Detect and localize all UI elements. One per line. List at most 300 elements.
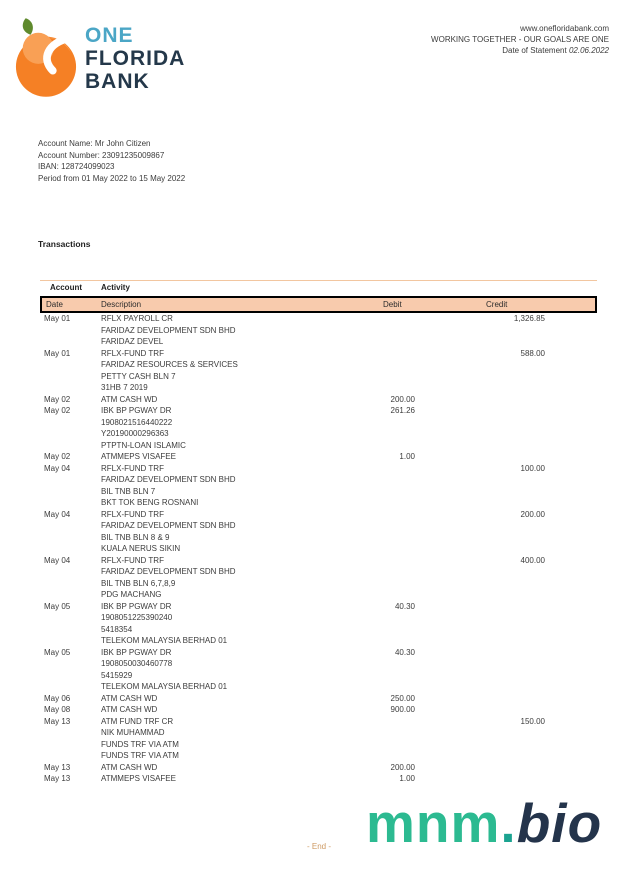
- transaction-date: [40, 624, 97, 636]
- transaction-row: [40, 566, 597, 578]
- transaction-debit: [380, 348, 419, 360]
- transaction-description: RFLX-FUND TRF: [101, 463, 164, 473]
- transaction-debit: [380, 589, 419, 601]
- transaction-description: 1908021516440222: [101, 417, 173, 427]
- transaction-date: [40, 486, 97, 498]
- transaction-description: 1908050030460778: [101, 659, 173, 668]
- bank-name-one: ONE: [85, 24, 134, 47]
- transaction-debit: [380, 739, 419, 751]
- statement-date-label: Date of Statement: [502, 46, 567, 55]
- transaction-description: BIL TNB BLN 6,7,8,9: [101, 578, 176, 588]
- transaction-row: [40, 612, 597, 624]
- transaction-description: ATMMEPS VISAFEE: [101, 774, 176, 783]
- bank-name-bank: BANK: [85, 70, 150, 93]
- column-filler: [549, 417, 597, 429]
- transaction-debit: [380, 555, 419, 567]
- column-gap: [419, 497, 486, 509]
- transaction-credit: 150.00: [520, 716, 545, 726]
- transaction-credit: [486, 635, 549, 647]
- transaction-debit: 261.26: [390, 406, 415, 415]
- transaction-description: FARIDAZ DEVELOPMENT SDN BHD: [101, 325, 236, 335]
- transaction-date: May 06: [44, 693, 71, 703]
- transaction-date: [40, 589, 97, 601]
- column-gap: [419, 325, 486, 337]
- transaction-debit: [380, 509, 419, 521]
- statement-header-right: [431, 23, 609, 56]
- account-info-block: [38, 138, 185, 184]
- transaction-credit: [486, 658, 549, 670]
- transaction-row: [40, 647, 597, 659]
- account-name-line: Account Name: Mr John Citizen: [38, 139, 151, 148]
- transaction-date: [40, 520, 97, 532]
- transaction-row: [40, 578, 597, 590]
- column-gap: [419, 739, 486, 751]
- group-header-account: Account: [50, 283, 82, 292]
- transaction-credit: 200.00: [520, 509, 545, 519]
- column-filler: [549, 681, 597, 693]
- transaction-debit: [380, 566, 419, 578]
- transaction-description: NIK MUHAMMAD: [101, 728, 165, 737]
- transaction-credit: [486, 520, 549, 532]
- transaction-description: RFLX-FUND TRF: [101, 555, 164, 565]
- transaction-credit: 588.00: [520, 348, 545, 358]
- column-header-debit: Debit: [383, 300, 402, 309]
- transaction-row: [40, 601, 597, 613]
- transaction-credit: 400.00: [520, 555, 545, 565]
- transaction-debit: [380, 428, 419, 440]
- transaction-date: May 13: [44, 774, 71, 783]
- column-gap: [419, 359, 486, 371]
- transaction-debit: [380, 727, 419, 739]
- bank-name-florida: FLORIDA: [85, 47, 186, 70]
- column-gap: [419, 336, 486, 348]
- watermark-mnm: mnm: [366, 792, 501, 854]
- column-header-date: Date: [46, 300, 63, 309]
- column-gap: [419, 612, 486, 624]
- column-gap: [419, 520, 486, 532]
- transaction-debit: 250.00: [390, 693, 415, 703]
- transaction-date: [40, 382, 97, 394]
- transaction-date: [40, 497, 97, 509]
- column-gap: [419, 635, 486, 647]
- transactions-body: [40, 313, 597, 785]
- transaction-debit: 40.30: [394, 647, 415, 657]
- statement-date-value: 02.06.2022: [568, 46, 609, 55]
- transaction-credit: [486, 578, 549, 590]
- column-filler: [549, 497, 597, 509]
- transaction-row: [40, 739, 597, 751]
- transaction-description: ATM CASH WD: [101, 705, 158, 714]
- transaction-credit: [486, 773, 549, 785]
- transaction-row: [40, 359, 597, 371]
- transaction-description: FUNDS TRF VIA ATM: [101, 739, 179, 749]
- column-gap: [419, 555, 486, 567]
- column-filler: [549, 486, 597, 498]
- transaction-date: [40, 658, 97, 670]
- transaction-credit: [486, 704, 549, 716]
- transaction-credit: [486, 762, 549, 774]
- transaction-credit: [486, 750, 549, 762]
- transaction-debit: 1.00: [399, 452, 415, 461]
- transaction-date: May 04: [44, 555, 71, 565]
- column-filler: [549, 716, 597, 728]
- column-filler: [549, 658, 597, 670]
- column-gap: [419, 313, 486, 325]
- transaction-credit: [486, 474, 549, 486]
- transaction-description: RFLX-FUND TRF: [101, 348, 164, 358]
- column-filler: [549, 543, 597, 555]
- transaction-date: [40, 474, 97, 486]
- column-filler: [549, 348, 597, 360]
- transaction-description: IBK BP PGWAY DR: [101, 406, 172, 415]
- bank-website-url: www.onefloridabank.com: [520, 24, 609, 33]
- group-header-activity: Activity: [101, 283, 130, 292]
- column-filler: [549, 612, 597, 624]
- column-gap: [419, 417, 486, 429]
- column-header-credit: Credit: [486, 300, 508, 309]
- transaction-credit: [486, 624, 549, 636]
- transaction-row: [40, 325, 597, 337]
- transaction-description: FARIDAZ RESOURCES & SERVICES: [101, 360, 238, 369]
- transaction-date: May 02: [44, 394, 71, 404]
- column-gap: [419, 463, 486, 475]
- transaction-row: [40, 635, 597, 647]
- orange-fruit-logo-icon: [14, 16, 78, 100]
- transaction-debit: [380, 371, 419, 383]
- column-filler: [549, 647, 597, 659]
- transaction-debit: [380, 463, 419, 475]
- transaction-row: [40, 336, 597, 348]
- transaction-debit: [380, 359, 419, 371]
- column-gap: [419, 681, 486, 693]
- transaction-date: May 13: [44, 762, 71, 772]
- transaction-date: May 01: [44, 348, 71, 358]
- column-filler: [549, 762, 597, 774]
- transaction-date: May 02: [44, 452, 71, 461]
- column-gap: [419, 773, 486, 785]
- transaction-credit: [486, 532, 549, 544]
- transaction-credit: [486, 681, 549, 693]
- iban-line: IBAN: 128724099023: [38, 162, 115, 171]
- transaction-row: [40, 543, 597, 555]
- transaction-credit: [486, 486, 549, 498]
- transaction-credit: [486, 382, 549, 394]
- transaction-date: May 05: [44, 601, 71, 611]
- column-gap: [419, 658, 486, 670]
- transaction-description: 5415929: [101, 670, 133, 680]
- column-gap: [419, 566, 486, 578]
- transaction-date: [40, 336, 97, 348]
- transaction-date: [40, 670, 97, 682]
- transaction-credit: [486, 371, 549, 383]
- column-gap: [419, 727, 486, 739]
- transaction-row: [40, 670, 597, 682]
- transaction-description: ATMMEPS VISAFEE: [101, 452, 176, 461]
- transaction-credit: [486, 440, 549, 452]
- transaction-credit: [486, 336, 549, 348]
- transaction-debit: [380, 681, 419, 693]
- transaction-description: RFLX PAYROLL CR: [101, 314, 173, 323]
- transaction-credit: [486, 612, 549, 624]
- transaction-description: ATM FUND TRF CR: [101, 716, 174, 726]
- column-filler: [549, 773, 597, 785]
- transaction-date: May 02: [44, 406, 71, 415]
- transaction-row: [40, 348, 597, 360]
- transaction-credit: [486, 394, 549, 406]
- transaction-credit: [486, 693, 549, 705]
- transaction-description: PDG MACHANG: [101, 590, 162, 599]
- column-filler: [549, 750, 597, 762]
- transaction-debit: 200.00: [390, 762, 415, 772]
- transaction-description: BIL TNB BLN 8 & 9: [101, 532, 170, 542]
- transaction-row: [40, 532, 597, 544]
- transaction-row: [40, 382, 597, 394]
- column-filler: [549, 463, 597, 475]
- transaction-description: 5418354: [101, 624, 133, 634]
- transaction-debit: [380, 624, 419, 636]
- column-filler: [549, 520, 597, 532]
- transaction-date: [40, 440, 97, 452]
- transaction-description: RFLX-FUND TRF: [101, 509, 164, 519]
- transaction-description: IBK BP PGWAY DR: [101, 601, 172, 611]
- transaction-debit: [380, 635, 419, 647]
- transaction-debit: [380, 578, 419, 590]
- transaction-description: PETTY CASH BLN 7: [101, 371, 176, 381]
- column-gap: [419, 543, 486, 555]
- transaction-date: [40, 325, 97, 337]
- transaction-row: [40, 773, 597, 785]
- transaction-date: May 01: [44, 314, 71, 323]
- transaction-description: Y20190000296363: [101, 429, 169, 438]
- column-filler: [549, 371, 597, 383]
- column-filler: [549, 382, 597, 394]
- transaction-debit: 200.00: [390, 394, 415, 404]
- transaction-date: [40, 739, 97, 751]
- transaction-row: [40, 474, 597, 486]
- transaction-row: [40, 371, 597, 383]
- transaction-credit: [486, 451, 549, 463]
- transaction-debit: [380, 543, 419, 555]
- column-gap: [419, 670, 486, 682]
- transaction-debit: [380, 417, 419, 429]
- column-filler: [549, 440, 597, 452]
- column-gap: [419, 704, 486, 716]
- transaction-date: May 04: [44, 509, 71, 519]
- transaction-row: [40, 313, 597, 325]
- transaction-row: [40, 520, 597, 532]
- transaction-debit: 1.00: [399, 774, 415, 783]
- transaction-row: [40, 589, 597, 601]
- transaction-description: 31HB 7 2019: [101, 383, 148, 392]
- transaction-description: FUNDS TRF VIA ATM: [101, 751, 179, 760]
- transaction-row: [40, 405, 597, 417]
- transaction-debit: [380, 750, 419, 762]
- transaction-debit: [380, 486, 419, 498]
- transaction-description: TELEKOM MALAYSIA BERHAD 01: [101, 682, 228, 691]
- transaction-date: [40, 578, 97, 590]
- column-filler: [549, 451, 597, 463]
- column-gap: [419, 693, 486, 705]
- column-gap: [419, 486, 486, 498]
- bank-name: [85, 16, 185, 100]
- transaction-credit: [486, 589, 549, 601]
- transactions-title: Transactions: [38, 239, 91, 249]
- column-gap: [419, 647, 486, 659]
- transaction-description: BIL TNB BLN 7: [101, 486, 156, 496]
- column-gap: [419, 762, 486, 774]
- account-number-line: Account Number: 23091235009867: [38, 150, 165, 160]
- column-filler: [549, 394, 597, 406]
- column-filler: [549, 325, 597, 337]
- transaction-row: [40, 417, 597, 429]
- transaction-credit: 1,326.85: [513, 314, 545, 323]
- transaction-debit: [380, 520, 419, 532]
- transaction-row: [40, 750, 597, 762]
- transaction-debit: 40.30: [394, 601, 415, 611]
- column-filler: [549, 693, 597, 705]
- transaction-credit: [486, 359, 549, 371]
- transaction-row: [40, 497, 597, 509]
- transaction-debit: [380, 532, 419, 544]
- column-gap: [419, 474, 486, 486]
- transaction-date: May 04: [44, 463, 71, 473]
- column-filler: [549, 670, 597, 682]
- column-filler: [549, 532, 597, 544]
- transaction-credit: [486, 566, 549, 578]
- watermark-dot: .: [500, 792, 517, 854]
- column-filler: [549, 509, 597, 521]
- column-gap: [419, 532, 486, 544]
- watermark-bio: bio: [516, 792, 603, 854]
- column-filler: [549, 635, 597, 647]
- column-gap: [419, 405, 486, 417]
- column-gap: [419, 509, 486, 521]
- transaction-row: [40, 555, 597, 567]
- column-filler: [549, 704, 597, 716]
- column-filler: [549, 336, 597, 348]
- transaction-credit: [486, 601, 549, 613]
- transaction-debit: [380, 440, 419, 452]
- transaction-description: FARIDAZ DEVEL: [101, 337, 164, 346]
- transaction-row: [40, 394, 597, 406]
- column-gap: [419, 451, 486, 463]
- bank-logo: [14, 16, 185, 100]
- column-gap: [419, 348, 486, 360]
- column-filler: [549, 405, 597, 417]
- transaction-credit: [486, 647, 549, 659]
- column-header-description: Description: [101, 300, 142, 309]
- transaction-row: [40, 451, 597, 463]
- transaction-row: [40, 624, 597, 636]
- transaction-description: ATM CASH WD: [101, 762, 158, 772]
- transaction-date: [40, 566, 97, 578]
- transaction-debit: [380, 382, 419, 394]
- column-filler: [549, 727, 597, 739]
- transaction-date: May 08: [44, 705, 71, 714]
- table-group-header: [40, 280, 597, 296]
- statement-period-line: Period from 01 May 2022 to 15 May 2022: [38, 173, 186, 183]
- transaction-row: [40, 727, 597, 739]
- transaction-debit: [380, 612, 419, 624]
- column-gap: [419, 750, 486, 762]
- column-filler: [549, 624, 597, 636]
- transaction-debit: [380, 658, 419, 670]
- transaction-date: [40, 612, 97, 624]
- end-of-statement-marker: - End -: [307, 842, 332, 851]
- column-filler: [549, 578, 597, 590]
- transaction-credit: [486, 405, 549, 417]
- transaction-row: [40, 509, 597, 521]
- table-column-header-row: [40, 296, 597, 313]
- transaction-row: [40, 681, 597, 693]
- transaction-row: [40, 658, 597, 670]
- transaction-description: IBK BP PGWAY DR: [101, 647, 172, 657]
- transaction-description: 1908051225390240: [101, 613, 173, 622]
- transaction-row: [40, 463, 597, 475]
- column-filler: [549, 313, 597, 325]
- transaction-row: [40, 762, 597, 774]
- transaction-description: FARIDAZ DEVELOPMENT SDN BHD: [101, 475, 236, 484]
- transaction-description: PTPTN-LOAN ISLAMIC: [101, 440, 186, 450]
- column-gap: [419, 382, 486, 394]
- transaction-debit: [380, 325, 419, 337]
- column-gap: [419, 394, 486, 406]
- column-filler: [549, 601, 597, 613]
- transaction-date: [40, 532, 97, 544]
- bank-slogan: WORKING TOGETHER - OUR GOALS ARE ONE: [431, 35, 609, 44]
- transaction-row: [40, 440, 597, 452]
- transaction-row: [40, 704, 597, 716]
- column-filler: [549, 428, 597, 440]
- transaction-credit: [486, 497, 549, 509]
- transaction-description: KUALA NERUS SIKIN: [101, 544, 181, 553]
- transaction-description: BKT TOK BENG ROSNANI: [101, 498, 199, 507]
- column-filler: [549, 566, 597, 578]
- column-gap: [419, 578, 486, 590]
- transaction-date: [40, 428, 97, 440]
- column-filler: [549, 359, 597, 371]
- transaction-credit: 100.00: [520, 463, 545, 473]
- transaction-credit: [486, 727, 549, 739]
- statement-date-line: [431, 45, 609, 56]
- transaction-debit: [380, 497, 419, 509]
- column-gap: [419, 716, 486, 728]
- transaction-description: FARIDAZ DEVELOPMENT SDN BHD: [101, 521, 236, 530]
- transaction-debit: [380, 670, 419, 682]
- transaction-row: [40, 716, 597, 728]
- transaction-credit: [486, 428, 549, 440]
- transaction-date: [40, 681, 97, 693]
- mnm-bio-watermark: [366, 792, 602, 854]
- transaction-date: [40, 750, 97, 762]
- transaction-row: [40, 693, 597, 705]
- column-gap: [419, 428, 486, 440]
- transactions-table: [40, 280, 597, 785]
- transaction-debit: [380, 313, 419, 325]
- transaction-credit: [486, 325, 549, 337]
- column-filler: [549, 555, 597, 567]
- transaction-debit: [380, 716, 419, 728]
- column-filler: [549, 589, 597, 601]
- transaction-credit: [486, 417, 549, 429]
- transaction-description: ATM CASH WD: [101, 693, 158, 703]
- transaction-date: [40, 417, 97, 429]
- column-filler: [549, 474, 597, 486]
- transaction-debit: 900.00: [390, 705, 415, 714]
- column-gap: [419, 589, 486, 601]
- transaction-date: May 05: [44, 647, 71, 657]
- transaction-date: May 13: [44, 716, 71, 726]
